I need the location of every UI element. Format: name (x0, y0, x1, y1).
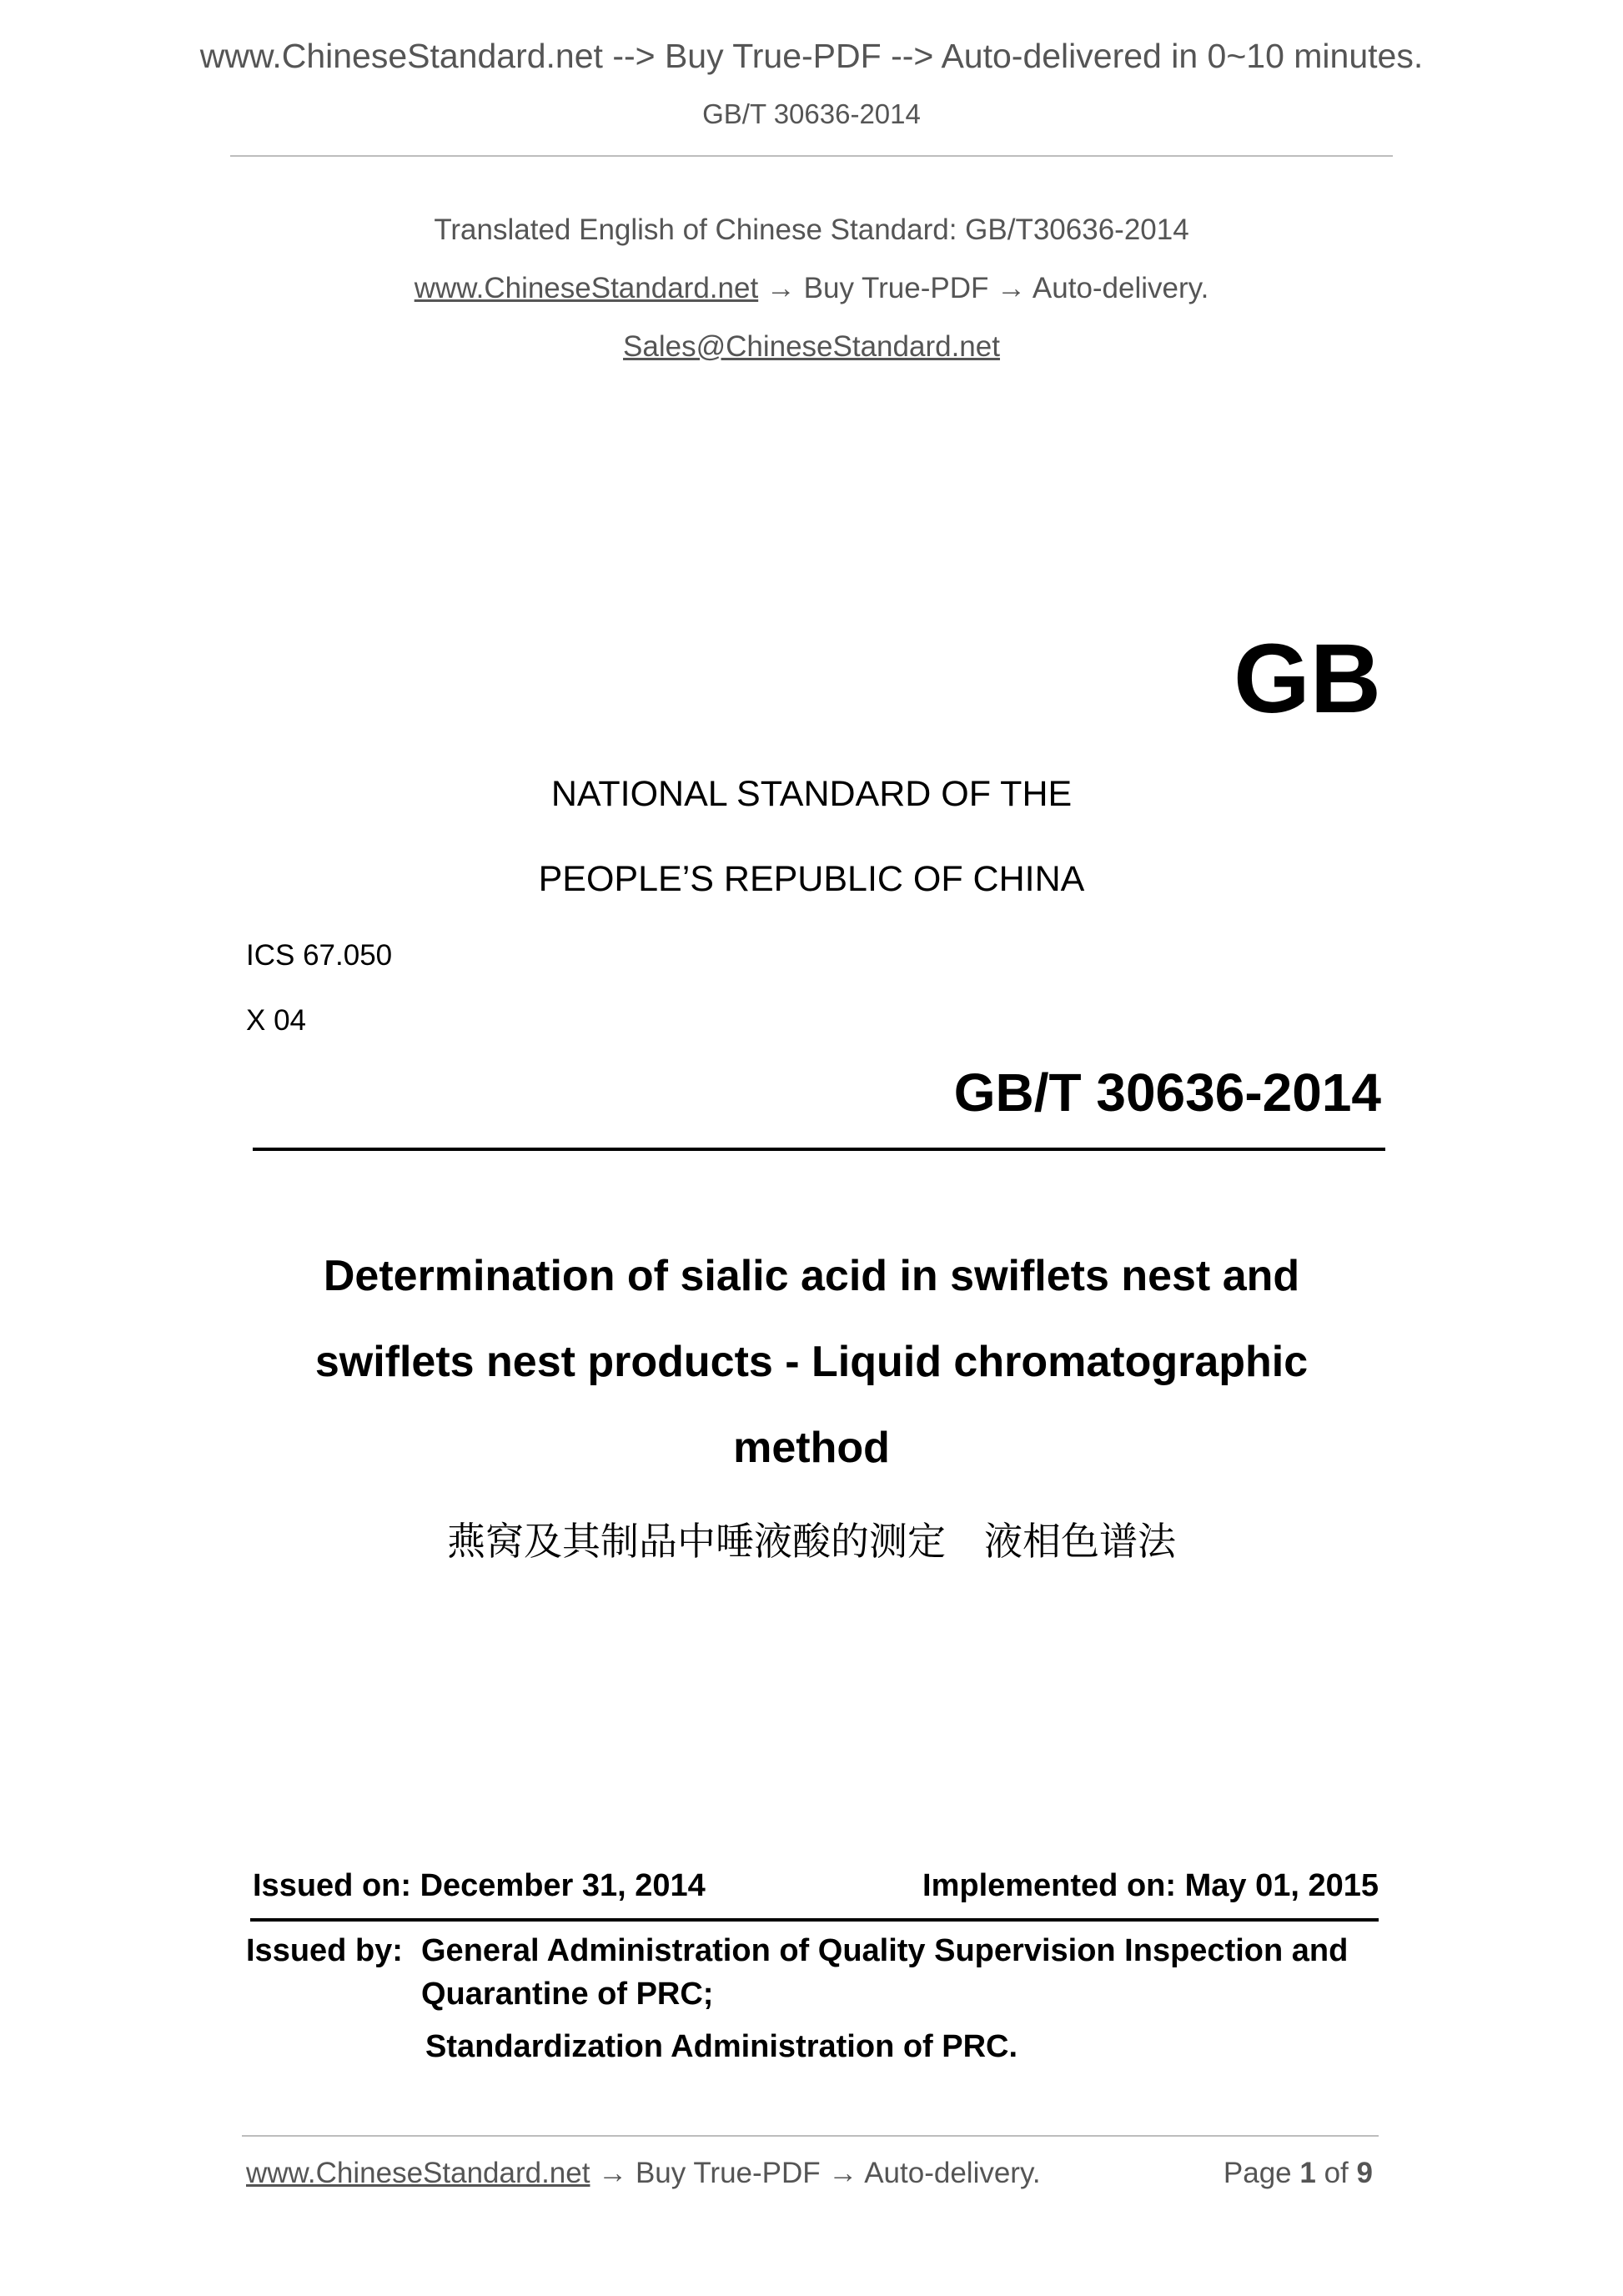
total-pages: 9 (1356, 2157, 1373, 2189)
chinese-title: 燕窝及其制品中唾液酸的测定 液相色谱法 (447, 1519, 1176, 1564)
issuer-aqsiq-line2: Quarantine of PRC; (421, 1977, 714, 2012)
auto-delivery-text: Auto-delivery. (1032, 272, 1209, 304)
purchase-line (0, 272, 1623, 305)
title-line1: Determination of sialic acid in swiflets nest and (323, 1252, 1300, 1300)
dates-rule (250, 1918, 1379, 1922)
arrow-right-icon: → (997, 272, 1027, 304)
title-line3: method (733, 1424, 890, 1472)
footer-site-link[interactable]: www.ChineseStandard.net (246, 2157, 590, 2189)
buy-true-pdf-text: Buy True-PDF (803, 272, 989, 304)
header-divider (230, 155, 1393, 157)
sales-email-link[interactable]: Sales@ChineseStandard.net (623, 330, 1000, 363)
issued-on-date: Issued on: December 31, 2014 (253, 1868, 706, 1903)
ics-code: ICS 67.050 (246, 939, 393, 972)
header-doc-id: GB/T 30636-2014 (702, 98, 921, 129)
site-link[interactable]: www.ChineseStandard.net (414, 272, 759, 304)
national-standard-line2: PEOPLE’S REPUBLIC OF CHINA (538, 859, 1085, 899)
title-line2: swiflets nest products - Liquid chromatographic (314, 1338, 1309, 1386)
standard-number-rule (253, 1148, 1385, 1151)
implemented-on-date: Implemented on: May 01, 2015 (922, 1868, 1379, 1903)
of-label: of (1324, 2157, 1349, 2189)
arrow-right-icon: → (766, 272, 796, 304)
issued-by-label: Issued by: (246, 1933, 403, 1968)
arrow-right-icon: → (828, 2157, 858, 2189)
footer-divider (242, 2135, 1379, 2137)
page-number: 1 (1299, 2157, 1316, 2189)
top-banner: www.ChineseStandard.net --> Buy True-PDF --> Auto-delivered in 0~10 minutes. (199, 37, 1424, 75)
standard-number: GB/T 30636-2014 (953, 1063, 1381, 1123)
ccs-code: X 04 (246, 1004, 306, 1037)
footer-purchase-line (246, 2157, 1041, 2190)
footer-delivery-text: Auto-delivery. (864, 2157, 1041, 2189)
gb-mark: GB (1234, 624, 1381, 734)
footer-buy-text: Buy True-PDF (635, 2157, 821, 2189)
page-indicator (1224, 2157, 1373, 2190)
translation-notice: Translated English of Chinese Standard: GB/T30636-2014 (434, 214, 1189, 246)
national-standard-line1: NATIONAL STANDARD OF THE (550, 774, 1073, 814)
issuer-aqsiq-line1: General Administration of Quality Supervision Inspection and (421, 1933, 1349, 1968)
arrow-right-icon: → (598, 2157, 628, 2189)
email-line (0, 330, 1623, 364)
page-label: Page (1223, 2157, 1292, 2189)
issuer-sac: Standardization Administration of PRC. (425, 2029, 1018, 2064)
